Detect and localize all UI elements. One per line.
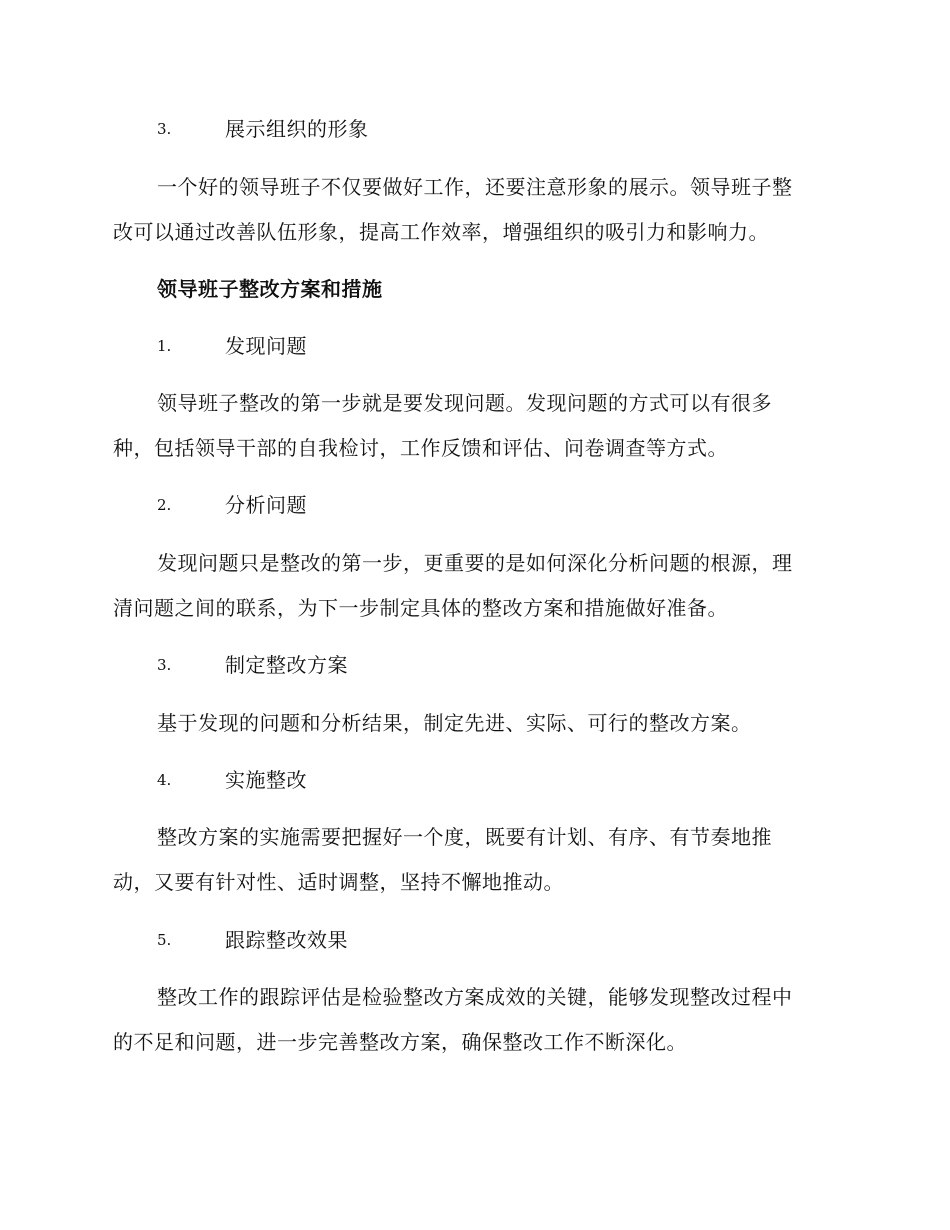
list-item-title: 跟踪整改效果 xyxy=(225,928,348,952)
paragraph-line: 基于发现的问题和分析结果，制定先进、实际、可行的整改方案。 xyxy=(157,711,752,735)
list-item-title: 发现问题 xyxy=(225,334,307,358)
paragraph-line: 发现问题只是整改的第一步，更重要的是如何深化分析问题的根源，理 xyxy=(157,551,793,575)
list-item-title: 展示组织的形象 xyxy=(225,117,369,141)
list-item-title: 实施整改 xyxy=(225,768,307,792)
paragraph-line: 整改工作的跟踪评估是检验整改方案成效的关键，能够发现整改过程中 xyxy=(157,985,793,1009)
list-number: 4. xyxy=(157,771,172,789)
paragraph-line: 整改方案的实施需要把握好一个度，既要有计划、有序、有节奏地推 xyxy=(157,825,772,849)
paragraph-line: 改可以通过改善队伍形象，提高工作效率，增强组织的吸引力和影响力。 xyxy=(113,220,769,244)
list-number: 3. xyxy=(157,656,172,674)
section-heading: 领导班子整改方案和措施 xyxy=(157,277,383,301)
list-item-title: 制定整改方案 xyxy=(225,653,348,677)
paragraph-line: 一个好的领导班子不仅要做好工作，还要注意形象的展示。领导班子整 xyxy=(157,175,793,199)
list-number: 1. xyxy=(157,337,172,355)
paragraph-line: 领导班子整改的第一步就是要发现问题。发现问题的方式可以有很多 xyxy=(157,391,772,415)
paragraph-line: 动，又要有针对性、适时调整，坚持不懈地推动。 xyxy=(113,870,564,894)
paragraph-line: 的不足和问题，进一步完善整改方案，确保整改工作不断深化。 xyxy=(113,1030,687,1054)
list-number: 5. xyxy=(157,931,172,949)
list-number: 2. xyxy=(157,496,172,514)
list-item-title: 分析问题 xyxy=(225,493,307,517)
list-number: 3. xyxy=(157,120,172,138)
paragraph-line: 清问题之间的联系，为下一步制定具体的整改方案和措施做好准备。 xyxy=(113,596,728,620)
paragraph-line: 种，包括领导干部的自我检讨，工作反馈和评估、问卷调查等方式。 xyxy=(113,436,728,460)
